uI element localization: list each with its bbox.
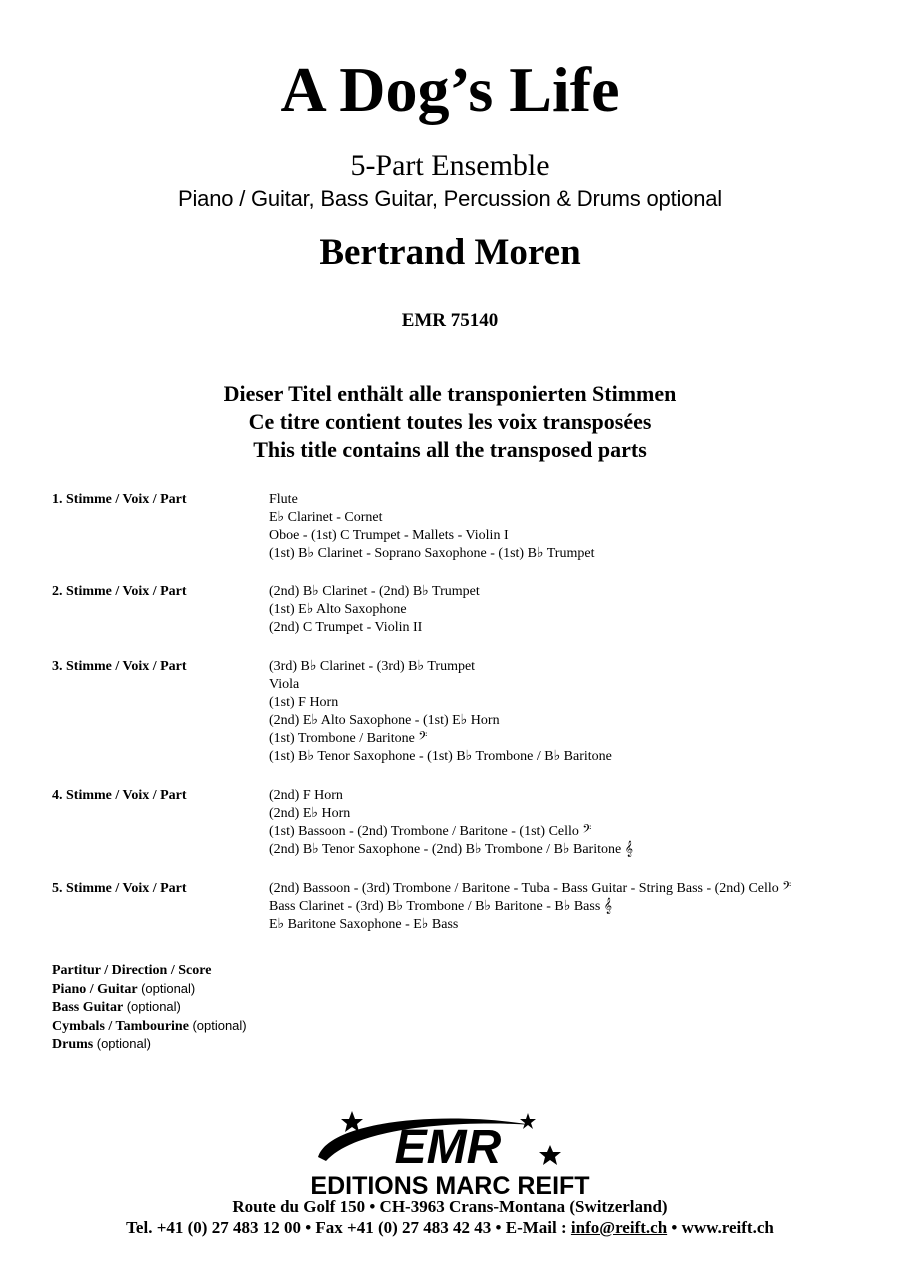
ensemble-subtitle: 5-Part Ensemble — [350, 149, 550, 182]
part-instrument-line: Flute — [269, 492, 298, 507]
instrumentation-line: Piano / Guitar, Bass Guitar, Percussion & Drums optional — [178, 186, 722, 211]
part-label: 1. Stimme / Voix / Part — [52, 492, 187, 507]
publisher-address: Route du Golf 150 • CH-3963 Crans-Montana (Switzerland) — [232, 1197, 668, 1216]
extra-drums — [52, 1035, 247, 1054]
part-label: 3. Stimme / Voix / Part — [52, 659, 187, 674]
extra-label: Partitur / Direction / Score — [52, 963, 212, 978]
extra-score — [52, 962, 247, 980]
composer-name: Bertrand Moren — [319, 232, 581, 273]
part-label: 5. Stimme / Voix / Part — [52, 881, 187, 896]
part-instrument-line: (2nd) E♭ Alto Saxophone - (1st) E♭ Horn — [269, 713, 500, 728]
part-instrument-line: Bass Clarinet - (3rd) B♭ Trombone / B♭ Baritone - B♭ Bass 𝄞 — [269, 899, 613, 914]
part-instrument-line: (3rd) B♭ Clarinet - (3rd) B♭ Trumpet — [269, 659, 476, 674]
optional-note: (optional) — [96, 1036, 151, 1051]
part-instrument-line: E♭ Clarinet - Cornet — [269, 510, 383, 525]
part-instrument-line: (2nd) B♭ Clarinet - (2nd) B♭ Trumpet — [269, 584, 480, 599]
part-instrument-line: (1st) F Horn — [269, 695, 339, 710]
part-instrument-line: (2nd) F Horn — [269, 788, 343, 803]
additional-parts-list — [52, 962, 247, 1054]
piece-title: A Dog’s Life — [280, 54, 620, 125]
publisher-contact — [0, 1217, 900, 1239]
notice-english: This title contains all the transposed parts — [253, 437, 647, 462]
emr-logo-text: EMR — [394, 1121, 502, 1174]
optional-note: (optional) — [126, 999, 181, 1014]
extra-cymbals — [52, 1017, 247, 1036]
contact-phone-fax: Tel. +41 (0) 27 483 12 00 • Fax +41 (0) 27 483 42 43 • E-Mail : — [126, 1218, 571, 1237]
contact-website: • www.reift.ch — [667, 1218, 774, 1237]
part-label: 2. Stimme / Voix / Part — [52, 584, 187, 599]
extra-label: Piano / Guitar — [52, 981, 138, 997]
part-instrument-line: (2nd) B♭ Tenor Saxophone - (2nd) B♭ Trombone / B♭ Baritone 𝄞 — [269, 842, 633, 857]
part-label: 4. Stimme / Voix / Part — [52, 788, 187, 803]
extra-label: Drums — [52, 1037, 94, 1052]
catalog-number: EMR 75140 — [401, 310, 499, 331]
emr-logo — [300, 1105, 600, 1197]
part-instrument-line: Viola — [269, 677, 300, 692]
notice-french: Ce titre contient toutes les voix transposées — [248, 409, 652, 434]
part-instrument-line: (2nd) Bassoon - (3rd) Trombone / Baritone - Tuba - Bass Guitar - String Bass - (2nd) Cello 𝄢 — [269, 881, 792, 896]
part-instrument-line: Oboe - (1st) C Trumpet - Mallets - Violin I — [269, 528, 509, 543]
extra-label: Cymbals / Tambourine — [52, 1018, 189, 1034]
email-link[interactable]: info@reift.ch — [570, 1218, 668, 1237]
part-instrument-line: (2nd) E♭ Horn — [269, 806, 351, 821]
transposed-parts-notice — [0, 380, 900, 464]
part-instrument-line: (1st) E♭ Alto Saxophone — [269, 602, 407, 617]
extra-bass-guitar — [52, 998, 247, 1017]
extra-label: Bass Guitar — [52, 1000, 124, 1015]
part-instrument-line: (1st) Bassoon - (2nd) Trombone / Baritone - (1st) Cello 𝄢 — [269, 824, 592, 839]
part-instrument-line: (1st) B♭ Clarinet - Soprano Saxophone - (1st) B♭ Trumpet — [269, 546, 595, 561]
part-instrument-line: (1st) Trombone / Baritone 𝄢 — [269, 731, 428, 746]
optional-note: (optional) — [141, 980, 196, 996]
part-instrument-line: (2nd) C Trumpet - Violin II — [269, 620, 423, 635]
publisher-name: EDITIONS MARC REIFT — [310, 1172, 590, 1197]
optional-note: (optional) — [192, 1017, 247, 1033]
part-instrument-line: E♭ Baritone Saxophone - E♭ Bass — [269, 917, 459, 932]
notice-german: Dieser Titel enthält alle transponierten Stimmen — [223, 381, 677, 406]
extra-piano-guitar — [52, 980, 247, 999]
part-instrument-line: (1st) B♭ Tenor Saxophone - (1st) B♭ Trombone / B♭ Baritone — [269, 749, 612, 764]
